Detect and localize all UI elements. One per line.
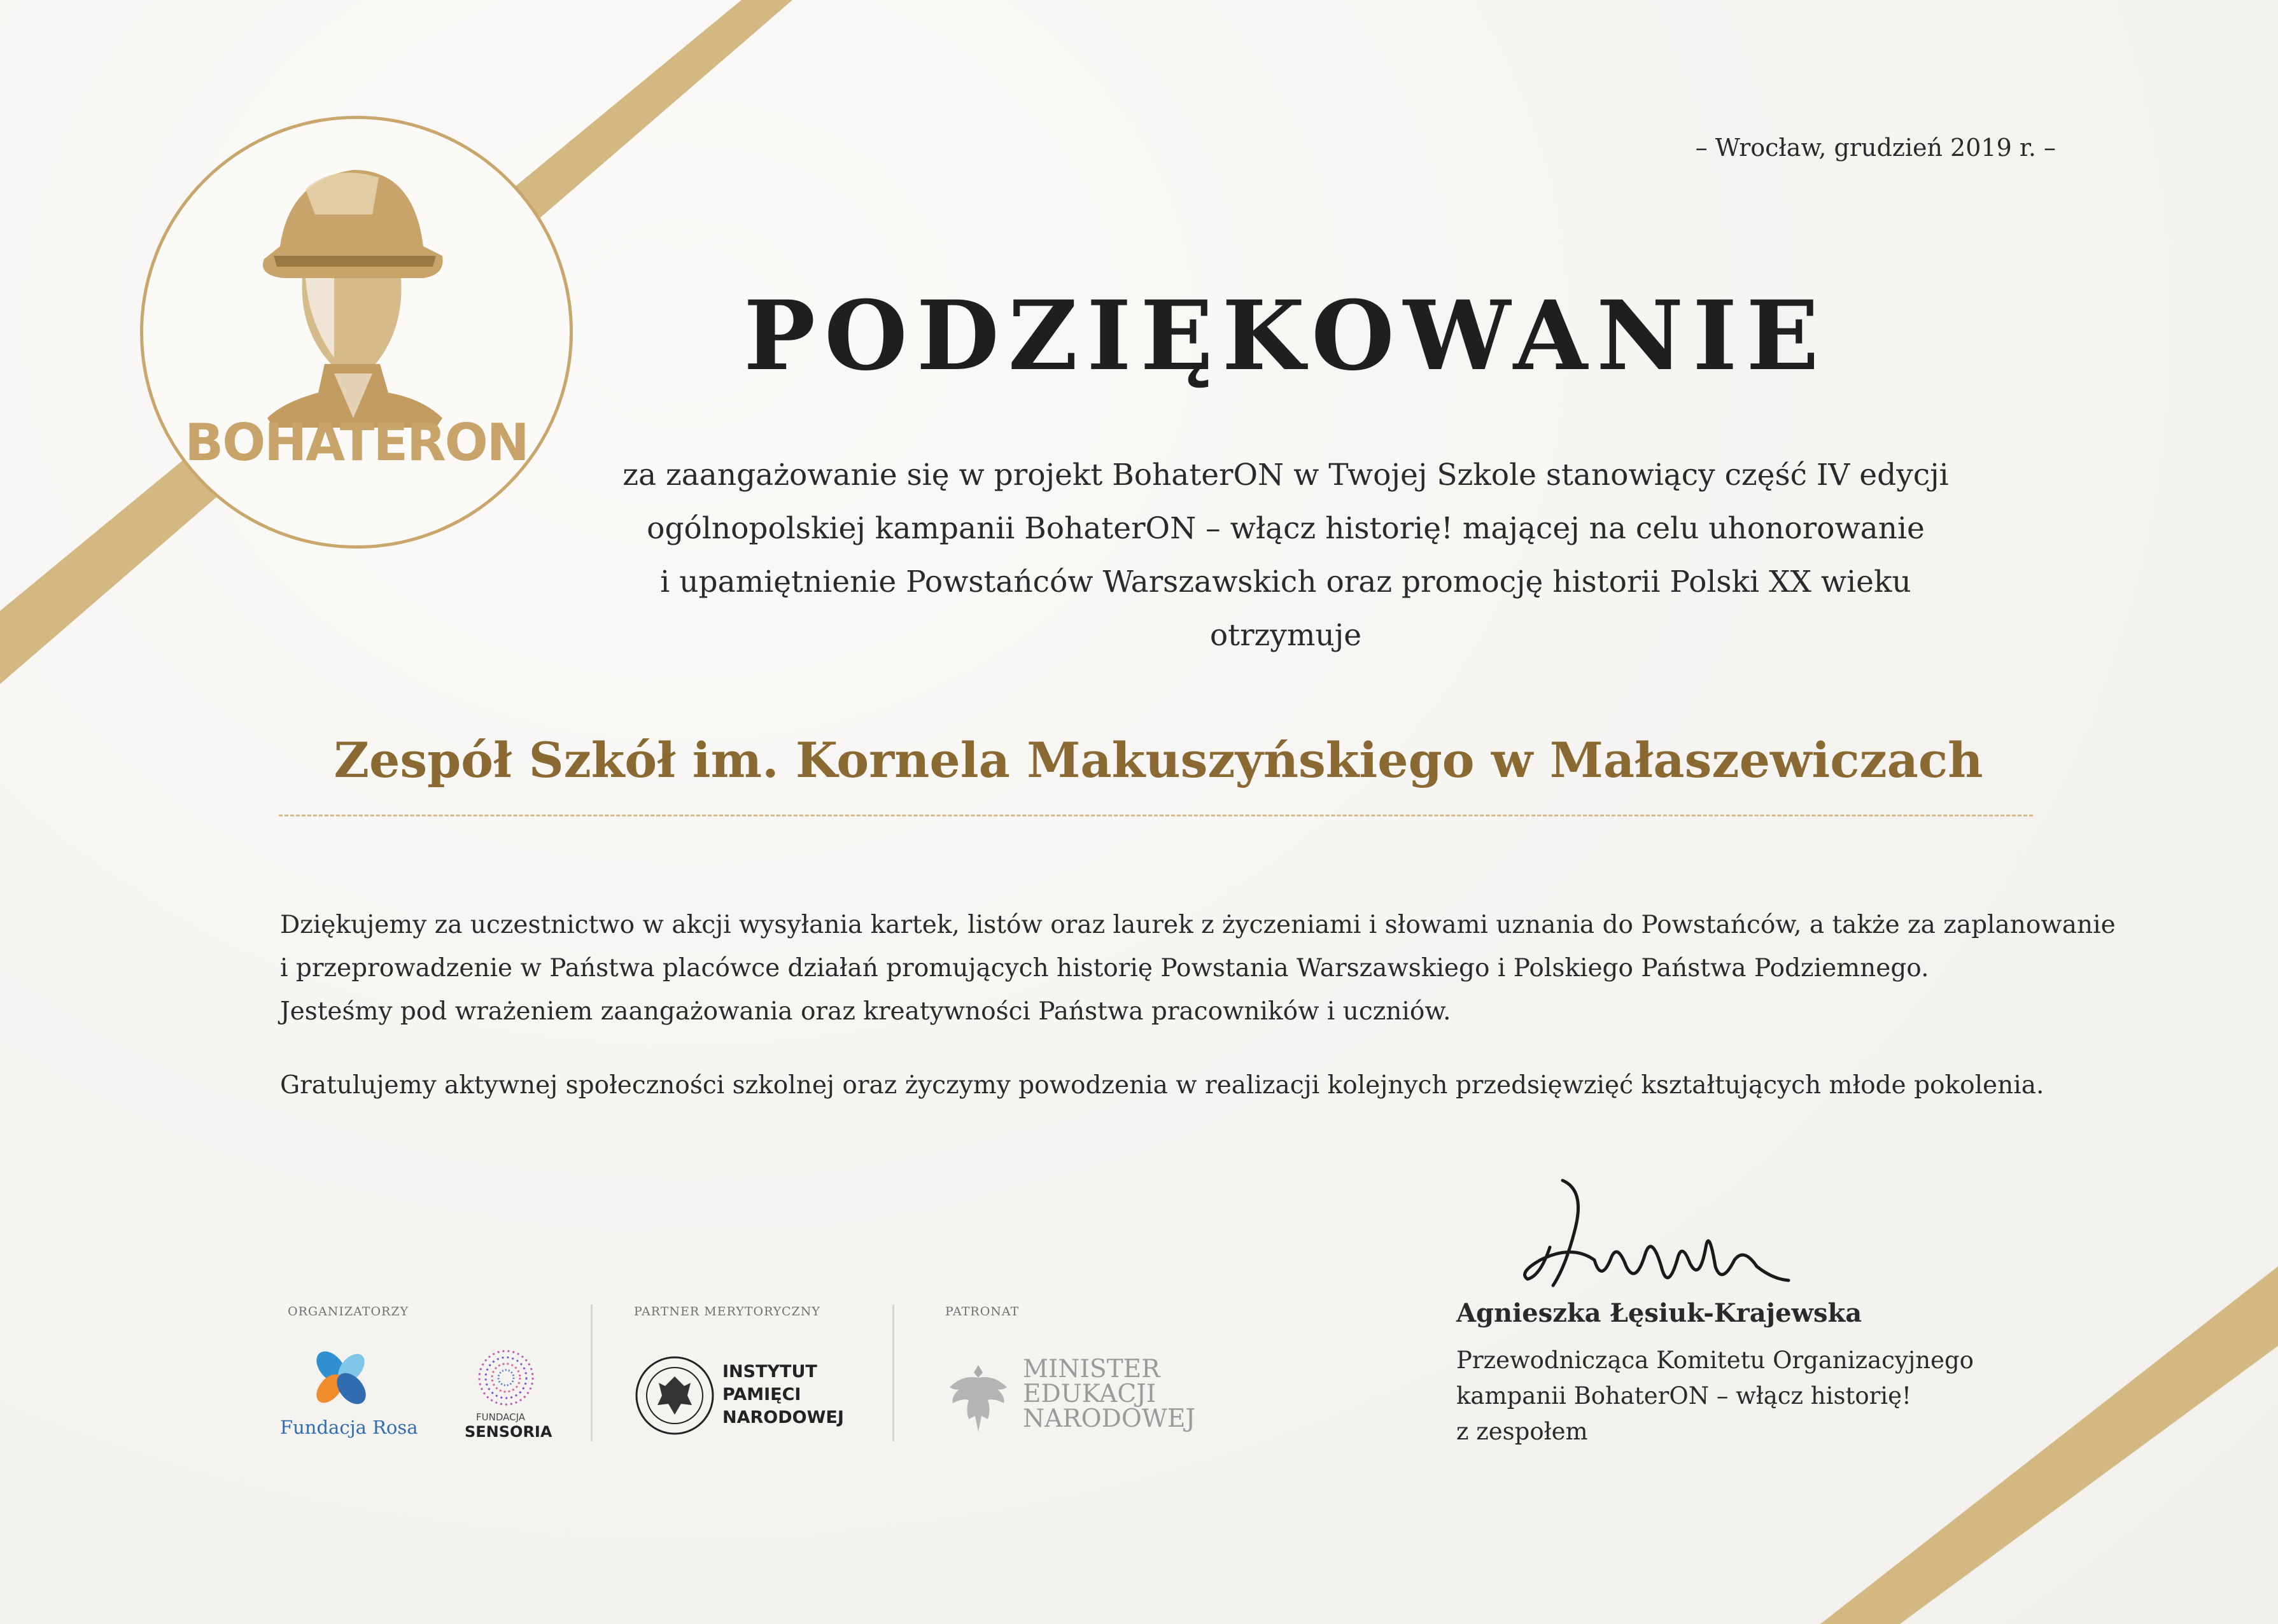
soldier-helmet-icon [143, 119, 570, 545]
intro-line: ogólnopolskiej kampanii BohaterON – włącz historię! mającej na celu uhonorowanie [647, 511, 1925, 546]
thanks-paragraph [280, 904, 2116, 1107]
closing-line: Gratulujemy aktywnej społeczności szkolnej oraz życzymy powodzenia w realizacji kolejnych przedsięwzięć kształtujących młode pokolenia. [280, 1071, 2044, 1100]
body-line: Dziękujemy za uczestnictwo w akcji wysyłania kartek, listów oraz laurek z życzeniami i słowami uznania do Powstańców, a także za zaplanowanie [280, 911, 2116, 939]
body-line: i przeprowadzenie w Państwa placówce działań promujących historię Powstania Warszawskiego i Polskiego Państwa Podziemnego. [280, 954, 1929, 983]
bohateron-emblem [140, 116, 573, 549]
signer-role-line: Przewodnicząca Komitetu Organizacyjnego [1456, 1347, 1974, 1374]
ipn-line: INSTYTUT [722, 1362, 817, 1382]
fundacja-rosa-name: Fundacja Rosa [280, 1417, 418, 1438]
men-line: NARODOWEJ [1023, 1404, 1196, 1433]
sponsor-divider [892, 1305, 894, 1441]
organizers-caption: ORGANIZATORZY [288, 1305, 409, 1319]
recipient-divider [279, 815, 2033, 816]
recipient-name: Zespół Szkół im. Kornela Makuszyńskiego w Małaszewiczach [334, 732, 1983, 788]
signer-name: Agnieszka Łęsiuk-Krajewska [1456, 1298, 1862, 1328]
men-line: EDUKACJI [1023, 1380, 1157, 1408]
fundacja-rosa-logo-icon [306, 1343, 376, 1413]
intro-line-receives: otrzymuje [1209, 618, 1362, 653]
ipn-line: PAMIĘCI [722, 1385, 801, 1404]
place-date: – Wrocław, grudzień 2019 r. – [1695, 134, 2056, 162]
signer-role [1456, 1343, 1974, 1450]
bohateron-logo-text: BOHATERON [185, 413, 528, 472]
men-line: MINISTER [1023, 1355, 1160, 1383]
handwritten-signature [1515, 1171, 1795, 1311]
ipn-name [722, 1361, 844, 1429]
intro-line: i upamiętnienie Powstańców Warszawskich oraz promocję historii Polski XX wieku [660, 564, 1911, 599]
sensoria-name: SENSORIA [465, 1423, 552, 1441]
signer-role-line: kampanii BohaterON – włącz historię! [1456, 1382, 1911, 1410]
signer-role-line: z zespołem [1456, 1418, 1588, 1445]
ipn-line: NARODOWEJ [722, 1408, 844, 1427]
partner-caption: PARTNER MERYTORYCZNY [634, 1305, 820, 1319]
sponsor-divider [591, 1305, 593, 1441]
sensoria-small-label: FUNDACJA [476, 1411, 526, 1423]
sensoria-logo-icon [471, 1346, 541, 1410]
intro-paragraph [573, 449, 1999, 662]
polish-eagle-icon [943, 1359, 1013, 1438]
intro-line: za zaangażowanie się w projekt BohaterON w Twojej Szkole stanowiący część IV edycji [622, 458, 1949, 493]
certificate-title: PODZIĘKOWANIE [743, 280, 1828, 392]
men-name [1023, 1357, 1195, 1431]
body-line: Jesteśmy pod wrażeniem zaangażowania oraz kreatywności Państwa pracowników i uczniów. [280, 997, 1451, 1026]
ipn-seal-icon [633, 1354, 716, 1437]
patron-caption: PATRONAT [945, 1305, 1020, 1319]
